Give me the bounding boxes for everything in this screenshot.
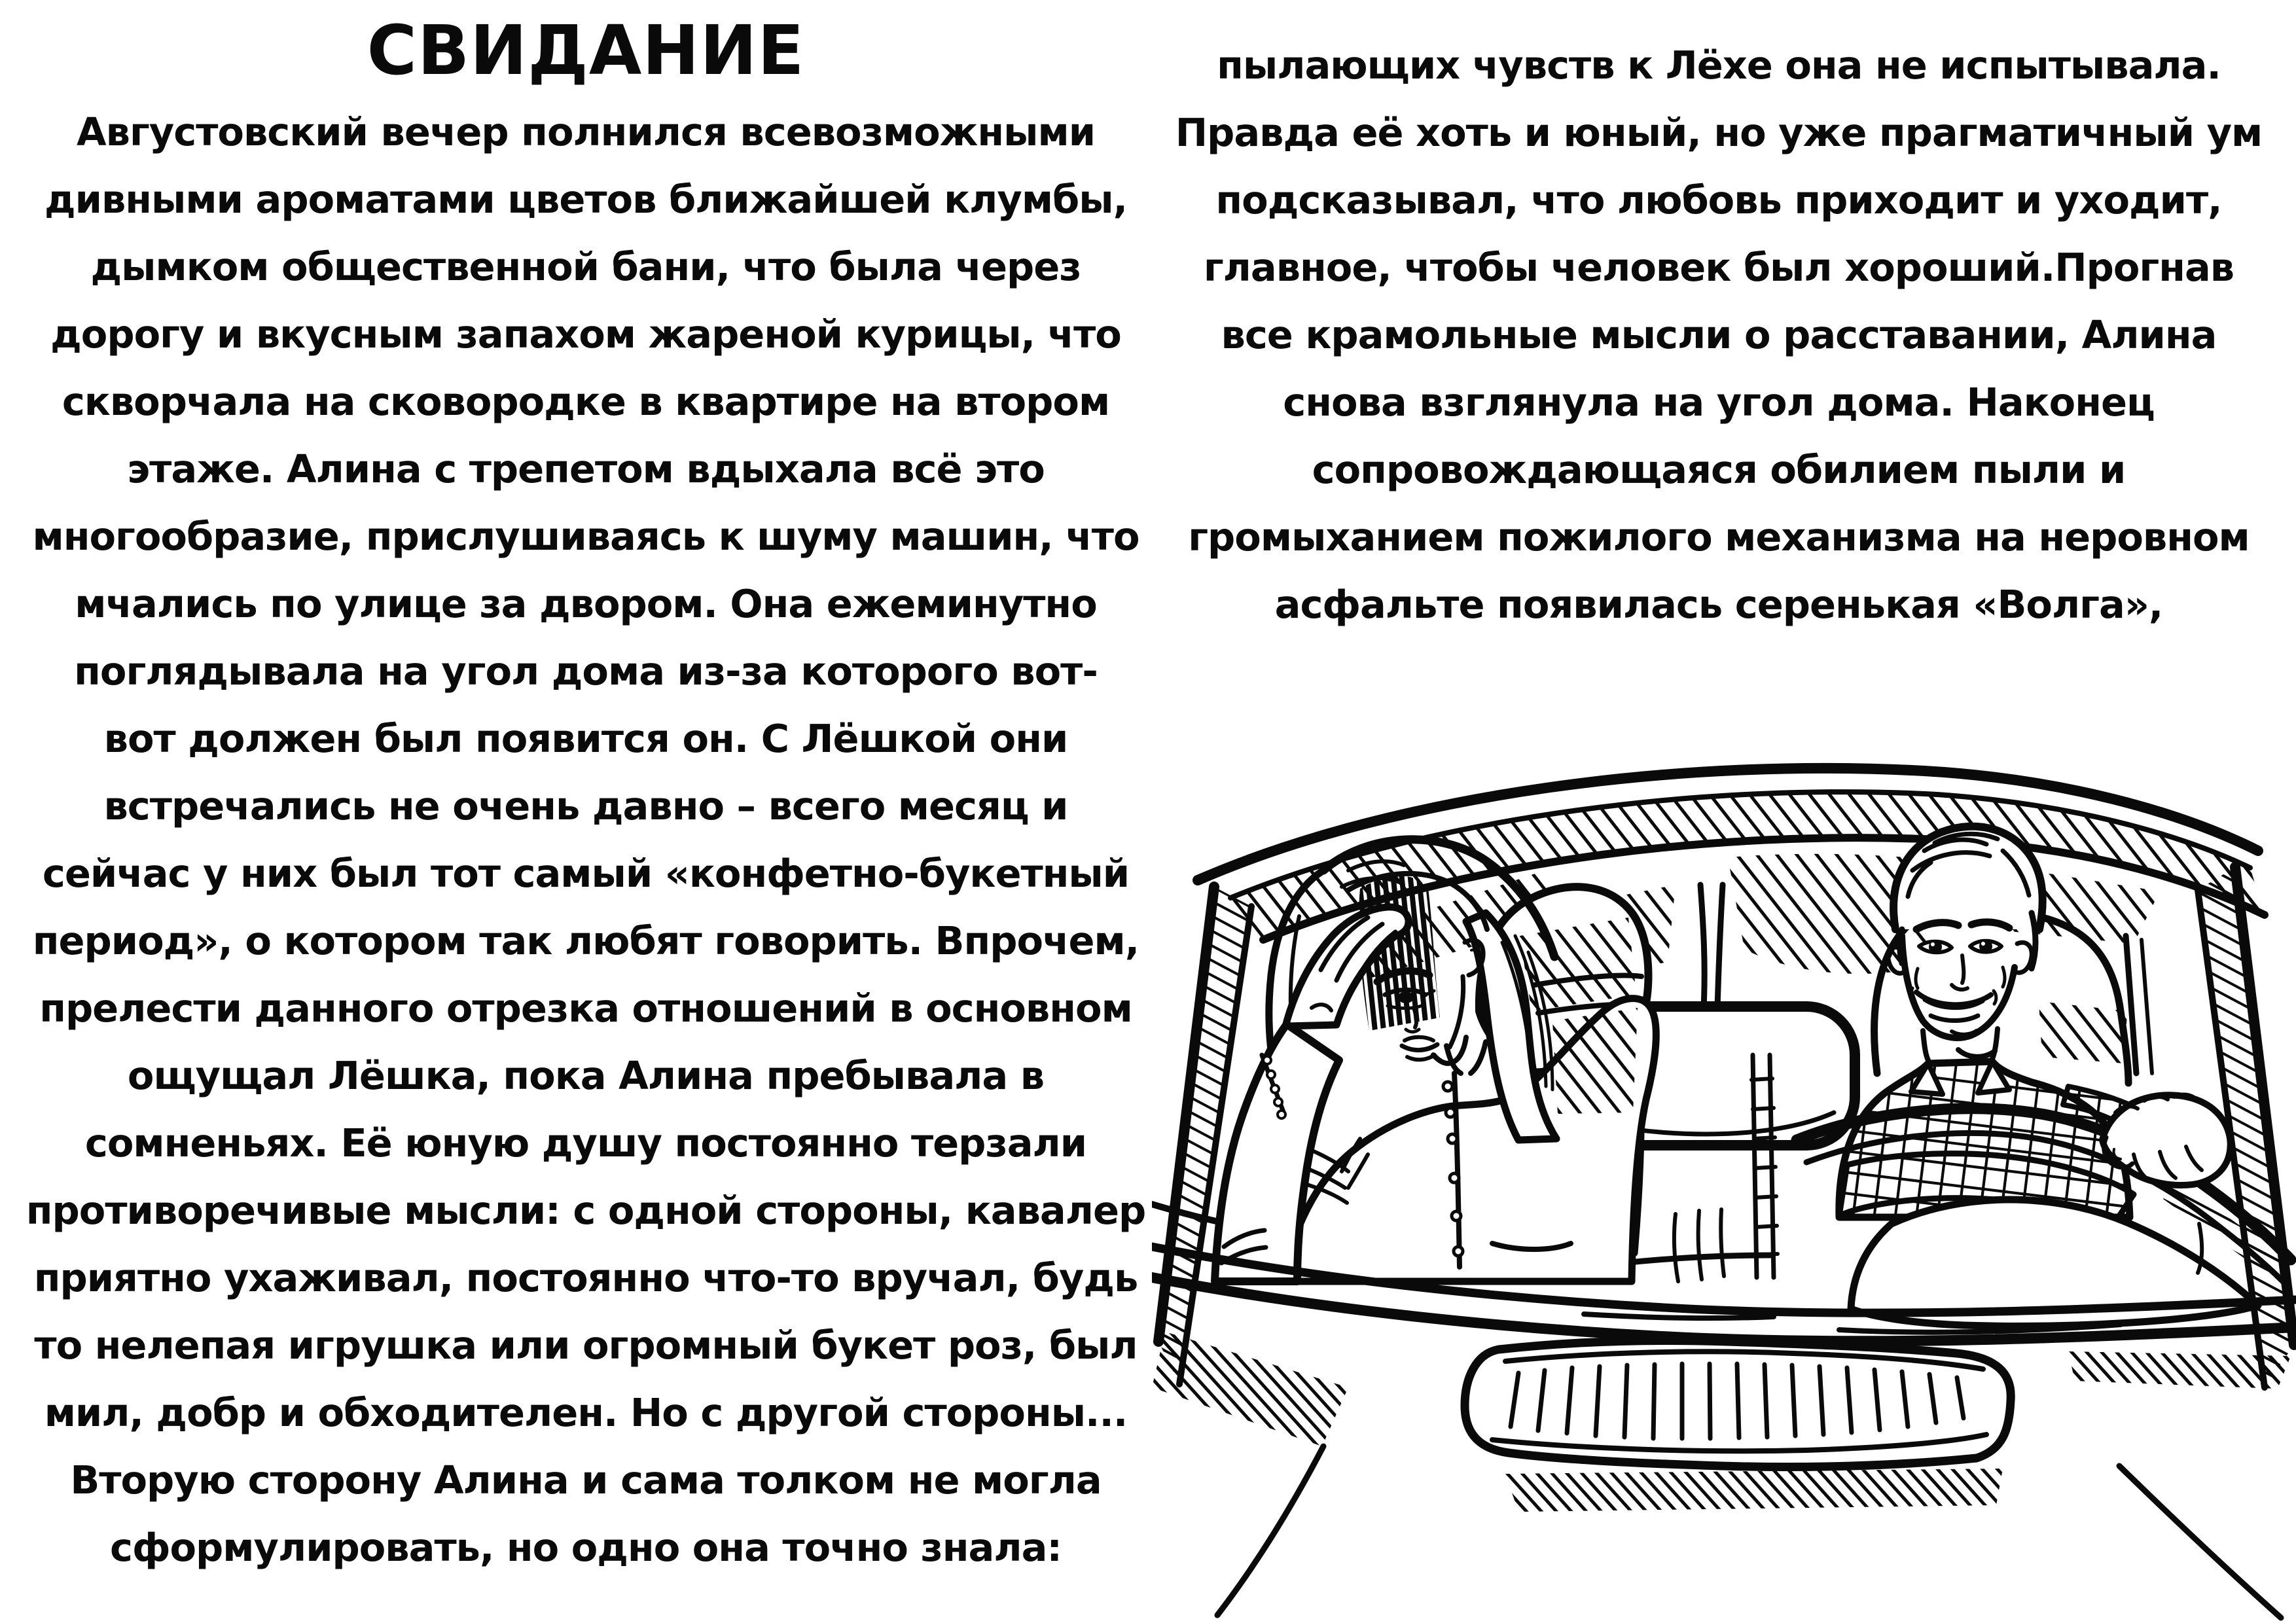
woman-lips <box>1402 1037 1437 1060</box>
story-line: то нелепая игрушка или огромный букет роз, был <box>34 1323 1138 1368</box>
right-column <box>1155 31 2283 638</box>
vent-grille <box>1465 1341 2011 1512</box>
story-line: период», о котором так любят говорить. Впрочем, <box>32 918 1139 963</box>
story-line: Вторую сторону Алина и сама толком не могла <box>70 1457 1102 1503</box>
story-line: сейчас у них был тот самый «конфетно-букетный <box>42 851 1130 896</box>
story-line: сомненьях. Её юную душу постоянно терзали <box>84 1120 1087 1166</box>
story-line: подсказывал, что любовь приходит и уходит, <box>1215 177 2222 223</box>
story-line: поглядывала на угол дома из-за которого вот- <box>74 649 1098 694</box>
story-line: противоречивые мысли: с одной стороны, кавалер <box>26 1188 1146 1233</box>
story-line: пылающих чувств к Лёхе она не испытывала. <box>1217 43 2221 88</box>
story-line: снова взглянула на угол дома. Наконец <box>1283 380 2155 425</box>
story-line: сопровождающаяся обилием пыли и <box>1312 447 2126 492</box>
story-line: этаже. Алина с трепетом вдыхала всё это <box>127 446 1045 491</box>
car-illustration <box>1152 654 2296 1623</box>
story-line: скворчала на сковородке в квартире на втором <box>62 379 1110 424</box>
story-line: прелести данного отрезка отношений в основном <box>39 986 1132 1031</box>
story-line: встречались не очень давно – всего месяц и <box>103 783 1068 829</box>
story-line: дивными ароматами цветов ближайшей клумбы, <box>44 177 1128 222</box>
page-title: СВИДАНИЕ <box>367 10 805 90</box>
story-line: Августовский вечер полнился всевозможными <box>76 109 1096 154</box>
left-column <box>18 98 1153 1581</box>
man-nose <box>1962 955 1964 983</box>
man-eye <box>1979 940 1992 953</box>
story-line: мчались по улице за двором. Она ежеминутно <box>75 581 1097 626</box>
story-line: Правда её хоть и юный, но уже прагматичный ум <box>1175 110 2263 155</box>
story-line: дымком общественной бани, что была через <box>90 244 1081 289</box>
story-line: вот должен был появится он. С Лёшкой они <box>103 716 1068 761</box>
woman-eye <box>1398 991 1414 1003</box>
man-ear-right <box>2017 942 2032 972</box>
story-line: все крамольные мысли о расставании, Алина <box>1221 312 2217 357</box>
story-line: многообразие, прислушиваясь к шуму машин, что <box>32 514 1139 559</box>
story-line: главное, чтобы человек был хороший.Прогнав <box>1203 245 2234 290</box>
story-line: ощущал Лёшка, пока Алина пребывала в <box>127 1053 1045 1098</box>
woman-blouse <box>1283 999 1656 1281</box>
story-line: мил, добр и обходителен. Но с другой стороны... <box>44 1390 1128 1435</box>
man-eye <box>1929 940 1942 954</box>
story-line: дорогу и вкусным запахом жареной курицы, что <box>50 312 1121 357</box>
story-line: приятно ухаживал, постоянно что-то вручал, будь <box>33 1255 1138 1300</box>
story-line: сформулировать, но одно она точно знала: <box>110 1525 1062 1570</box>
story-line: асфальте появилась серенькая «Волга», <box>1274 582 2163 627</box>
story-line: громыханием пожилого механизма на неровном <box>1188 514 2250 560</box>
